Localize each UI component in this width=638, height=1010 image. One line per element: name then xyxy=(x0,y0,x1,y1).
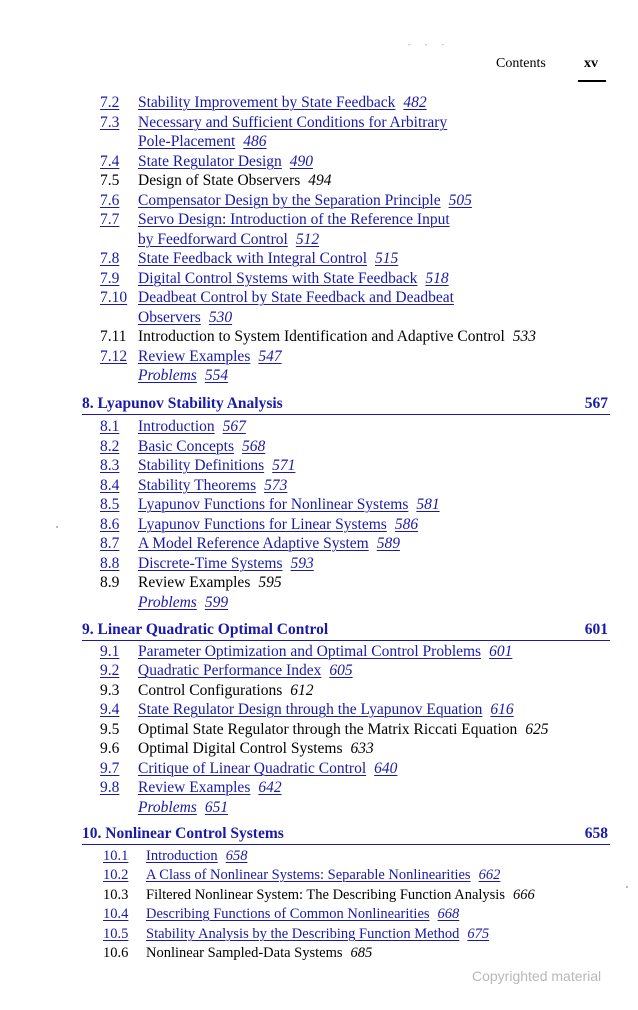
problems-link[interactable]: Problems 554 xyxy=(138,367,229,384)
section-link[interactable]: Stability Improvement by State Feedback 482 xyxy=(138,94,427,111)
section-number: 7.4 xyxy=(100,153,120,170)
section-number: 10.1 xyxy=(103,848,129,864)
copyright-watermark: Copyrighted material xyxy=(472,968,602,984)
section-title: Optimal Digital Control Systems 633 xyxy=(138,740,374,757)
section-number: 9.6 xyxy=(100,740,120,757)
section-link[interactable]: Necessary and Sufficient Conditions for Arbitrary xyxy=(138,114,448,131)
chapter-9-link[interactable] xyxy=(82,620,610,641)
section-link[interactable]: A Model Reference Adaptive System 589 xyxy=(138,535,400,552)
section-number: 9.2 xyxy=(100,662,120,679)
section-link[interactable]: State Feedback with Integral Control 515 xyxy=(138,250,399,267)
section-link[interactable]: State Regulator Design through the Lyapunov Equation 616 xyxy=(138,701,514,718)
section-number: 7.9 xyxy=(100,270,120,287)
section-link[interactable]: Review Examples 642 xyxy=(138,779,282,796)
running-head-page-number: xv xyxy=(584,56,598,71)
section-number: 8.5 xyxy=(100,496,120,513)
section-link-continued[interactable]: by Feedforward Control 512 xyxy=(138,231,320,248)
section-number: 9.8 xyxy=(100,779,120,796)
section-link[interactable]: Digital Control Systems with State Feedback 518 xyxy=(138,270,449,287)
section-title: Design of State Observers 494 xyxy=(138,172,332,189)
section-number: 10.3 xyxy=(103,887,129,903)
section-link[interactable]: Compensator Design by the Separation Principle 505 xyxy=(138,192,472,209)
section-link[interactable]: Deadbeat Control by State Feedback and Deadbeat xyxy=(138,289,454,306)
section-number: 7.3 xyxy=(100,114,120,131)
section-number: 9.1 xyxy=(100,643,120,660)
section-link[interactable]: Stability Analysis by the Describing Function Method 675 xyxy=(146,926,490,942)
section-number: 7.6 xyxy=(100,192,120,209)
section-link[interactable]: Stability Definitions 571 xyxy=(138,457,296,474)
section-number: 7.8 xyxy=(100,250,120,267)
section-link[interactable]: Discrete-Time Systems 593 xyxy=(138,555,314,572)
chapter-8-link[interactable] xyxy=(82,394,610,415)
scan-artifact: - - - xyxy=(408,40,450,49)
chapter-page: 567 xyxy=(584,395,608,412)
section-title: Control Configurations 612 xyxy=(138,682,314,699)
section-link[interactable]: Lyapunov Functions for Nonlinear Systems 581 xyxy=(138,496,440,513)
chapter-title: 8. Lyapunov Stability Analysis xyxy=(82,395,283,412)
scan-speck xyxy=(56,526,58,528)
section-number: 7.7 xyxy=(100,211,120,228)
section-number: 10.6 xyxy=(103,945,129,961)
section-number: 10.4 xyxy=(103,906,129,922)
section-number: 7.2 xyxy=(100,94,120,111)
section-link[interactable]: Parameter Optimization and Optimal Control Problems 601 xyxy=(138,643,513,660)
section-link[interactable]: A Class of Nonlinear Systems: Separable Nonlinearities 662 xyxy=(146,867,501,883)
chapter-10-link[interactable] xyxy=(82,824,610,845)
running-head-title: Contents xyxy=(496,56,546,71)
section-link[interactable]: Introduction 658 xyxy=(146,848,248,864)
section-link[interactable]: Lyapunov Functions for Linear Systems 586 xyxy=(138,516,419,533)
section-number: 8.6 xyxy=(100,516,120,533)
section-title: Filtered Nonlinear System: The Describing Function Analysis 666 xyxy=(146,887,535,903)
section-title: Nonlinear Sampled-Data Systems 685 xyxy=(146,945,373,961)
section-number: 8.8 xyxy=(100,555,120,572)
section-number: 8.9 xyxy=(100,574,120,591)
section-number: 8.2 xyxy=(100,438,120,455)
problems-link[interactable]: Problems 651 xyxy=(138,799,229,816)
section-link[interactable]: Critique of Linear Quadratic Control 640 xyxy=(138,760,398,777)
section-number: 8.3 xyxy=(100,457,120,474)
section-link[interactable]: Servo Design: Introduction of the Reference Input xyxy=(138,211,450,228)
section-number: 10.2 xyxy=(103,867,129,883)
section-number: 9.3 xyxy=(100,682,120,699)
section-link-continued[interactable]: Observers 530 xyxy=(138,309,233,326)
section-number: 9.7 xyxy=(100,760,120,777)
section-link[interactable]: Quadratic Performance Index 605 xyxy=(138,662,353,679)
problems-link[interactable]: Problems 599 xyxy=(138,594,229,611)
section-number: 7.11 xyxy=(100,328,127,345)
section-number: 8.7 xyxy=(100,535,120,552)
header-rule xyxy=(578,80,606,82)
section-link[interactable]: State Regulator Design 490 xyxy=(138,153,314,170)
section-link[interactable]: Introduction 567 xyxy=(138,418,246,435)
section-title: Introduction to System Identification and Adaptive Control 533 xyxy=(138,328,537,345)
section-link[interactable]: Stability Theorems 573 xyxy=(138,477,288,494)
section-title: Review Examples 595 xyxy=(138,574,282,591)
section-link[interactable]: Review Examples 547 xyxy=(138,348,282,365)
chapter-title: 9. Linear Quadratic Optimal Control xyxy=(82,621,329,638)
section-number: 7.12 xyxy=(100,348,128,365)
section-number: 8.4 xyxy=(100,477,120,494)
section-number: 7.5 xyxy=(100,172,120,189)
section-link[interactable]: Describing Functions of Common Nonlinearities 668 xyxy=(146,906,460,922)
section-link[interactable]: Basic Concepts 568 xyxy=(138,438,266,455)
chapter-title: 10. Nonlinear Control Systems xyxy=(82,825,284,842)
section-number: 9.4 xyxy=(100,701,120,718)
page-header xyxy=(0,54,638,78)
chapter-page: 658 xyxy=(584,825,608,842)
section-title: Optimal State Regulator through the Matrix Riccati Equation 625 xyxy=(138,721,549,738)
chapter-page: 601 xyxy=(584,621,608,638)
section-number: 7.10 xyxy=(100,289,128,306)
section-number: 8.1 xyxy=(100,418,120,435)
scan-speck xyxy=(626,886,628,888)
section-number: 9.5 xyxy=(100,721,120,738)
section-number: 10.5 xyxy=(103,926,129,942)
section-link-continued[interactable]: Pole-Placement 486 xyxy=(138,133,267,150)
